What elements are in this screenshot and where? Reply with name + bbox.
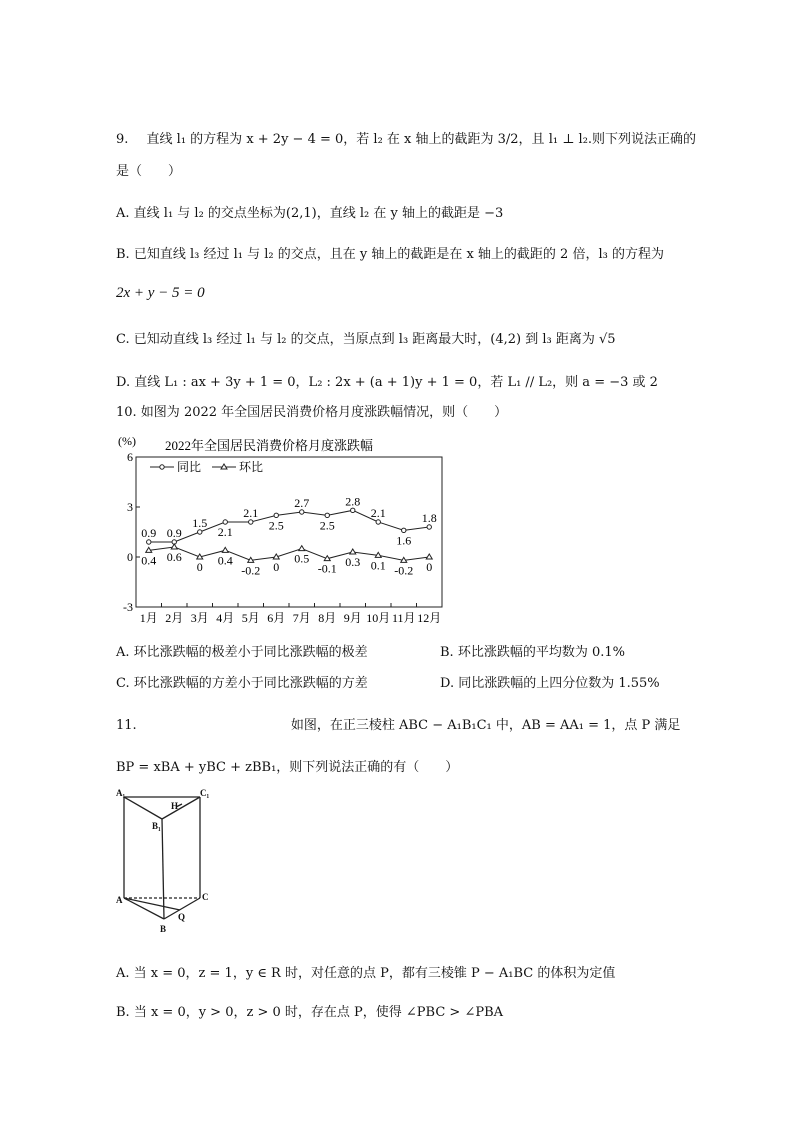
data-point-yoy [402, 528, 406, 532]
data-label-yoy: 2.8 [345, 494, 361, 509]
label-b1: B₁ [152, 821, 161, 831]
q11-option-b: B. 当 x = 0，y > 0，z > 0 时，存在点 P，使得 ∠PBC > ∠PBA [116, 1005, 504, 1020]
x-tick-label: 11月 [391, 611, 416, 625]
label-a: A [116, 895, 123, 905]
data-label-mom: 0.5 [294, 551, 310, 566]
label-b: B [160, 924, 167, 934]
data-label-yoy: 1.6 [396, 533, 412, 548]
data-label-mom: -0.2 [241, 563, 261, 578]
q10-option-b: B. 环比涨跌幅的平均数为 0.1% [440, 645, 625, 660]
y-tick-label: 0 [127, 550, 133, 564]
x-tick-label: 3月 [190, 611, 209, 625]
data-label-yoy: 2.1 [243, 506, 259, 520]
cpi-chart-svg [116, 432, 456, 632]
data-point-mom [171, 544, 177, 549]
data-point-yoy [249, 520, 253, 524]
data-label-mom: -0.1 [317, 561, 337, 576]
data-point-mom [350, 549, 356, 554]
q11-number: 11. [116, 718, 137, 733]
q11-stem-line1 [116, 716, 680, 736]
data-label-mom: 0 [273, 560, 280, 574]
q10-option-c: C. 环比涨跌幅的方差小于同比涨跌幅的方差 [116, 676, 368, 691]
x-tick-label: 2月 [165, 611, 184, 625]
data-point-yoy [147, 540, 151, 544]
data-label-yoy: 2.5 [268, 518, 284, 533]
q9-number: 9. [116, 132, 129, 147]
data-label-yoy: 0.9 [166, 526, 182, 540]
data-label-mom: 0.6 [166, 550, 182, 564]
data-point-yoy [376, 520, 380, 524]
data-point-yoy [300, 510, 304, 514]
q9-option-c: C. 已知动直线 l₃ 经过 l₁ 与 l₂ 的交点，当原点到 l₃ 距离最大时，(4,2) 到 l₃ 距离为 √5 [116, 332, 616, 347]
x-tick-label: 6月 [267, 611, 286, 625]
data-point-yoy [427, 525, 431, 529]
series-line-yoy [149, 510, 430, 542]
segment-aq [124, 898, 180, 910]
prism-figure-svg [116, 787, 216, 939]
y-axis-label: (%) [118, 434, 136, 448]
data-label-yoy: 1.5 [192, 516, 208, 530]
q9-stem-line2: 是（ ） [116, 164, 182, 179]
q10-option-a: A. 环比涨跌幅的极差小于同比涨跌幅的极差 [116, 645, 368, 660]
legend-marker-yoy [160, 465, 164, 469]
data-label-mom: 0.4 [217, 553, 233, 568]
edge-b1b [162, 819, 164, 919]
label-c: C [202, 892, 209, 902]
cpi-chart [116, 432, 456, 632]
data-label-mom: 0.1 [370, 558, 386, 573]
label-c1: C₁ [200, 788, 210, 798]
prism-figure [116, 787, 216, 939]
q11-option-a: A. 当 x = 0，z = 1，y ∈ R 时，对任意的点 P，都有三棱锥 P − A₁BC 的体积为定值 [116, 966, 616, 981]
q10-option-d: D. 同比涨跌幅的上四分位数为 1.55% [440, 676, 660, 691]
y-tick-label: -3 [123, 600, 133, 614]
q9-option-b-line2: 2x + y − 5 = 0 [116, 285, 205, 301]
data-label-mom: 0 [196, 560, 203, 574]
x-tick-label: 8月 [318, 611, 337, 625]
series-line-mom [149, 547, 430, 560]
data-point-yoy [223, 520, 227, 524]
data-label-mom: 0 [426, 560, 433, 574]
data-label-yoy: 1.8 [421, 511, 437, 525]
data-point-mom [222, 547, 228, 552]
q9-stem-text: 直线 l₁ 的方程为 x + 2y − 4 = 0，若 l₂ 在 x 轴上的截距为 3/2，且 l₁ ⊥ l₂.则下列说法正确的 [146, 132, 697, 147]
chart-title: 2022年全国居民消费价格月度涨跌幅 [164, 438, 374, 453]
plot-frame [136, 457, 442, 607]
legend-label-yoy: 同比 [177, 460, 202, 474]
data-label-yoy: 2.1 [217, 525, 233, 539]
data-label-yoy: 2.7 [294, 496, 310, 510]
label-a1: A₁ [116, 788, 126, 798]
data-point-mom [426, 554, 432, 559]
edge-ab [124, 898, 164, 919]
edge-b1c1 [162, 797, 200, 819]
legend-label-mom: 环比 [239, 460, 264, 474]
x-tick-label: 9月 [343, 611, 362, 625]
q11-stem-text: 如图，在正三棱柱 ABC − A₁B₁C₁ 中，AB = AA₁ = 1，点 P 满足 [290, 718, 681, 733]
data-label-mom: -0.2 [394, 563, 414, 578]
q9-stem-line1 [116, 130, 696, 150]
x-tick-label: 1月 [139, 611, 158, 625]
data-label-mom: 0.4 [141, 553, 157, 568]
x-tick-label: 5月 [241, 611, 260, 625]
data-label-mom: 0.3 [345, 555, 361, 569]
edge-a1b1 [124, 797, 162, 819]
x-tick-label: 10月 [366, 611, 391, 625]
data-label-yoy: 2.1 [370, 506, 386, 520]
data-point-yoy [351, 508, 355, 512]
q9-option-a: A. 直线 l₁ 与 l₂ 的交点坐标为(2,1)，直线 l₂ 在 y 轴上的截距是 −3 [116, 206, 504, 221]
data-label-yoy: 0.9 [141, 526, 157, 540]
label-h: H [171, 801, 179, 811]
y-tick-label: 6 [127, 450, 133, 464]
data-point-yoy [198, 530, 202, 534]
x-tick-label: 12月 [417, 611, 442, 625]
data-point-mom [299, 546, 305, 551]
data-point-yoy [325, 513, 329, 517]
q10-stem: 10. 如图为 2022 年全国居民消费价格月度涨跌幅情况，则（ ） [116, 405, 508, 420]
y-tick-label: 3 [127, 500, 133, 514]
q9-option-d: D. 直线 L₁ : ax + 3y + 1 = 0，L₂ : 2x + (a + 1)y + 1 = 0，若 L₁ // L₂，则 a = −3 或 2 [116, 375, 658, 390]
x-tick-label: 4月 [216, 611, 235, 625]
label-q: Q [178, 912, 186, 922]
q11-stem-line2: BP = xBA + yBC + zBB₁，则下列说法正确的有（ ） [116, 760, 459, 775]
x-tick-label: 7月 [292, 611, 311, 625]
data-label-yoy: 2.5 [319, 518, 335, 533]
data-point-yoy [274, 513, 278, 517]
q9-option-b-line1: B. 已知直线 l₃ 经过 l₁ 与 l₂ 的交点，且在 y 轴上的截距是在 x 轴上的截距的 2 倍，l₃ 的方程为 [116, 247, 664, 262]
